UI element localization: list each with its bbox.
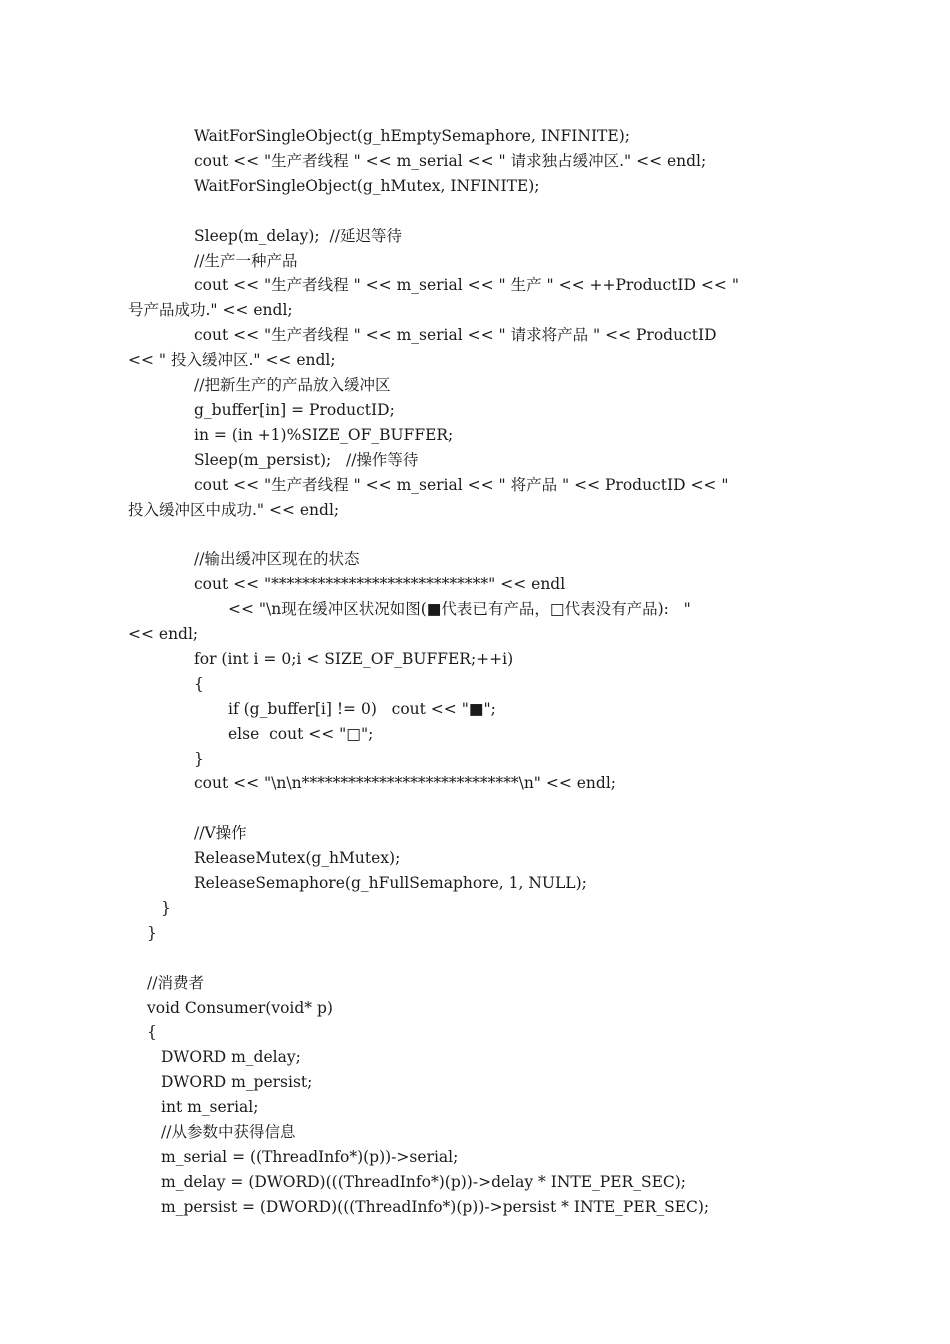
- code-line: WaitForSingleObject(g_hEmptySemaphore, INFINITE);: [194, 127, 630, 145]
- code-line: << " 投入缓冲区." << endl;: [128, 351, 336, 370]
- code-line: Sleep(m_delay); //延迟等待: [194, 226, 402, 245]
- code-line: }: [194, 749, 204, 768]
- code-line: 投入缓冲区中成功." << endl;: [128, 500, 340, 519]
- code-line: //从参数中获得信息: [161, 1123, 296, 1141]
- code-line: << endl;: [128, 625, 199, 643]
- code-line: //消费者: [147, 973, 204, 992]
- code-line: //V操作: [194, 824, 247, 843]
- code-line: {: [194, 674, 204, 693]
- code-line: cout << "生产者线程 " << m_serial << " 请求将产品 " << ProductID: [194, 326, 717, 345]
- code-line: m_delay = (DWORD)(((ThreadInfo*)(p))->delay * INTE_PER_SEC);: [161, 1172, 687, 1191]
- code-line: m_persist = (DWORD)(((ThreadInfo*)(p))->persist * INTE_PER_SEC);: [161, 1197, 710, 1216]
- code-line: Sleep(m_persist); //操作等待: [194, 450, 419, 469]
- code-line: cout << "生产者线程 " << m_serial << " 生产 " << ++ProductID << ": [194, 276, 739, 295]
- code-line: //输出缓冲区现在的状态: [194, 550, 360, 569]
- code-line: 号产品成功." << endl;: [128, 301, 293, 320]
- code-line: //把新生产的产品放入缓冲区: [194, 376, 391, 394]
- code-line: DWORD m_persist;: [161, 1073, 313, 1092]
- code-line: DWORD m_delay;: [161, 1048, 301, 1067]
- code-line: void Consumer(void* p): [147, 998, 333, 1017]
- code-line: m_serial = ((ThreadInfo*)(p))->serial;: [161, 1147, 459, 1166]
- code-line: in = (in +1)%SIZE_OF_BUFFER;: [194, 425, 454, 444]
- code-line: ReleaseMutex(g_hMutex);: [194, 849, 401, 868]
- code-line: << "\n现在缓冲区状况如图(■代表已有产品，□代表没有产品): ": [228, 600, 691, 619]
- code-line: WaitForSingleObject(g_hMutex, INFINITE);: [194, 176, 540, 195]
- code-line: int m_serial;: [161, 1098, 259, 1117]
- code-line: {: [147, 1023, 157, 1042]
- code-line: ReleaseSemaphore(g_hFullSemaphore, 1, NULL);: [194, 874, 587, 892]
- code-line: if (g_buffer[i] != 0) cout << "■";: [228, 699, 496, 718]
- code-line: }: [161, 898, 171, 917]
- code-line: cout << "****************************" << endl: [194, 575, 566, 594]
- code-line: }: [147, 923, 157, 942]
- code-line: //生产一种产品: [194, 251, 298, 270]
- code-line: cout << "\n\n****************************\n" << endl;: [194, 774, 617, 793]
- code-line: else cout << "□";: [228, 724, 374, 743]
- code-line: g_buffer[in] = ProductID;: [194, 400, 395, 419]
- code-line: for (int i = 0;i < SIZE_OF_BUFFER;++i): [194, 649, 514, 668]
- code-line: cout << "生产者线程 " << m_serial << " 将产品 " << ProductID << ": [194, 475, 729, 494]
- code-line: cout << "生产者线程 " << m_serial << " 请求独占缓冲区." << endl;: [194, 151, 707, 170]
